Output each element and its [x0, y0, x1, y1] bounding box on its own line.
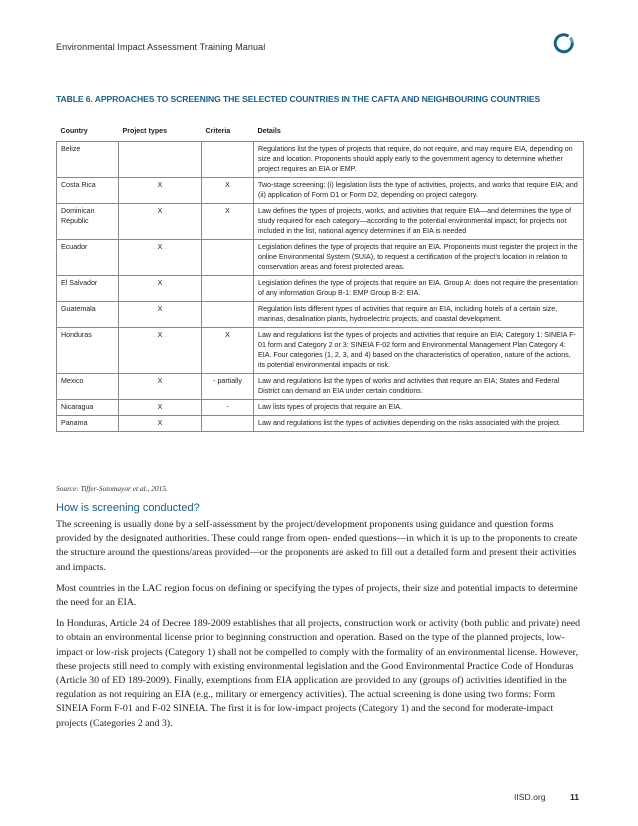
iisd-ring-icon — [553, 33, 575, 55]
table-row — [57, 328, 584, 374]
cell-project-types: X — [119, 302, 202, 328]
cell-country: Nicaragua — [57, 400, 119, 416]
cell-criteria: X — [202, 204, 254, 240]
page-number: 11 — [570, 792, 580, 802]
cell-country: Mexico — [57, 374, 119, 400]
cell-details: Legislation defines the type of projects that require an EIA. Group A: does not require the presentation of any information Group B-1: EMP Group B-2: EIA. — [254, 276, 584, 302]
cell-criteria — [202, 302, 254, 328]
table-row — [57, 416, 584, 432]
cell-criteria: - partially — [202, 374, 254, 400]
column-header-country: Country — [60, 127, 88, 135]
cell-details: Legislation defines the type of projects that require an EIA. Proponents must register the project in the online Environmental System (SUIA), to request a certification of the project’s location in relation to conservation areas and forest protected areas. — [254, 240, 584, 276]
table-row — [57, 178, 584, 204]
cell-country: Costa Rica — [57, 178, 119, 204]
cell-country: Guatemala — [57, 302, 119, 328]
cell-project-types — [119, 142, 202, 178]
table-row — [57, 302, 584, 328]
paragraph: The screening is usually done by a self-assessment by the project/development proponents using guidance and question forms provided by the designated authorities. These could range from open- ended questions—in which it is up to the proponents to create the structure around the questions/areas provided—or the proponents are asked to fill out a detailed form and present their activities and impacts. — [56, 519, 578, 573]
cell-criteria — [202, 240, 254, 276]
footer-site-link[interactable]: IISD.org — [514, 792, 546, 802]
section-heading: How is screening conducted? — [56, 502, 200, 514]
table-row — [57, 240, 584, 276]
cell-criteria — [202, 276, 254, 302]
cell-project-types: X — [119, 374, 202, 400]
screening-table — [56, 123, 584, 432]
paragraph: Most countries in the LAC region focus on defining or specifying the types of projects, their size and potential impacts to determine the need for an EIA. — [56, 582, 578, 609]
cell-details: Law and regulations list the types of activities depending on the risks associated with the project. — [254, 416, 584, 432]
table-source: Source: Tiffer-Sotomayor et al., 2015. — [56, 484, 168, 493]
cell-details: Law defines the types of projects, works, and activities that require EIA—and determines the type of study required for each category—according to the potential environmental impact; for projects not included in the list, national agency determines if an EIA is needed — [254, 204, 584, 240]
table-header-row — [57, 123, 584, 142]
cell-details: Law and regulations list the types of projects and activities that require an EIA; Category 1: SINEIA F-01 form and Category 2 or 3: SINEIA F-02 form and Environmental Management Plan Category 4: EIA. Four categories (1, 2, 3, and 4) based on the characteristics of operation, nature of the actions, its potential environmental impacts or risk. — [254, 328, 584, 374]
cell-criteria: X — [202, 178, 254, 204]
cell-criteria: X — [202, 328, 254, 374]
body-text — [56, 518, 584, 738]
cell-project-types: X — [119, 178, 202, 204]
cell-criteria — [202, 416, 254, 432]
cell-details: Law lists types of projects that require an EIA. — [254, 400, 584, 416]
column-header-project-types: Project types — [122, 127, 168, 135]
cell-country: Panama — [57, 416, 119, 432]
table-row — [57, 276, 584, 302]
cell-project-types: X — [119, 416, 202, 432]
header-title: Environmental Impact Assessment Training Manual — [56, 42, 266, 52]
cell-country: Ecuador — [57, 240, 119, 276]
column-header-details: Details — [257, 127, 281, 135]
cell-project-types: X — [119, 240, 202, 276]
cell-project-types: X — [119, 400, 202, 416]
table-row — [57, 400, 584, 416]
table-title: TABLE 6. APPROACHES TO SCREENING THE SELECTED COUNTRIES IN THE CAFTA AND NEIGHBOURING COUNTRIES — [56, 94, 541, 104]
cell-project-types: X — [119, 204, 202, 240]
cell-details: Two-stage screening: (i) legislation lists the type of activities, projects, and works that require EIA; and (ii) application of Form D1 or Form D2, depending on project category. — [254, 178, 584, 204]
cell-country: El Salvador — [57, 276, 119, 302]
cell-project-types: X — [119, 276, 202, 302]
cell-country: Belize — [57, 142, 119, 178]
cell-criteria — [202, 142, 254, 178]
paragraph: In Honduras, Article 24 of Decree 189-2009 establishes that all projects, construction work or activity (both public and private) need to obtain an environmental license prior to beginning construction and operation. Based on the type of the planned projects, low-impact or low-risk projects (Category 1) shall not be compelled to comply with the formality of an environmental license. However, these projects still need to comply with existing environmental legislation and the Good Environmental Practice Code of Honduras (Article 30 of ED 189-2009). Finally, exemptions from EIA application are provided to any (groups of) activities identified in the regulation as not requiring an EIA (e.g., military or emergency activities). The actual screening is done using two forms: Form SINEIA Form F-01 and F-02 SINEIA. The first it is for low-impact projects (Category 1) and the second for moderate-impact projects (Categories 2 and 3). — [56, 618, 581, 729]
cell-criteria: - — [202, 400, 254, 416]
cell-details: Regulation lists different types of activities that require an EIA, including hotels of a certain size, marinas, desalination plants, hydroelectric projects, and coastal development. — [254, 302, 584, 328]
table-row — [57, 374, 584, 400]
cell-project-types: X — [119, 328, 202, 374]
table-row — [57, 204, 584, 240]
table-row — [57, 142, 584, 178]
cell-country: Dominican Republic — [57, 204, 119, 240]
cell-details: Regulations list the types of projects that require, do not require, and may require EIA, depending on size and location. Proponents should apply early to the government agency to determine whether project requires an EIA or EMP. — [254, 142, 584, 178]
column-header-criteria: Criteria — [205, 127, 231, 135]
cell-country: Honduras — [57, 328, 119, 374]
cell-details: Law and regulations list the types of works and activities that require an EIA; States and Federal District can demand an EIA under certain conditions. — [254, 374, 584, 400]
